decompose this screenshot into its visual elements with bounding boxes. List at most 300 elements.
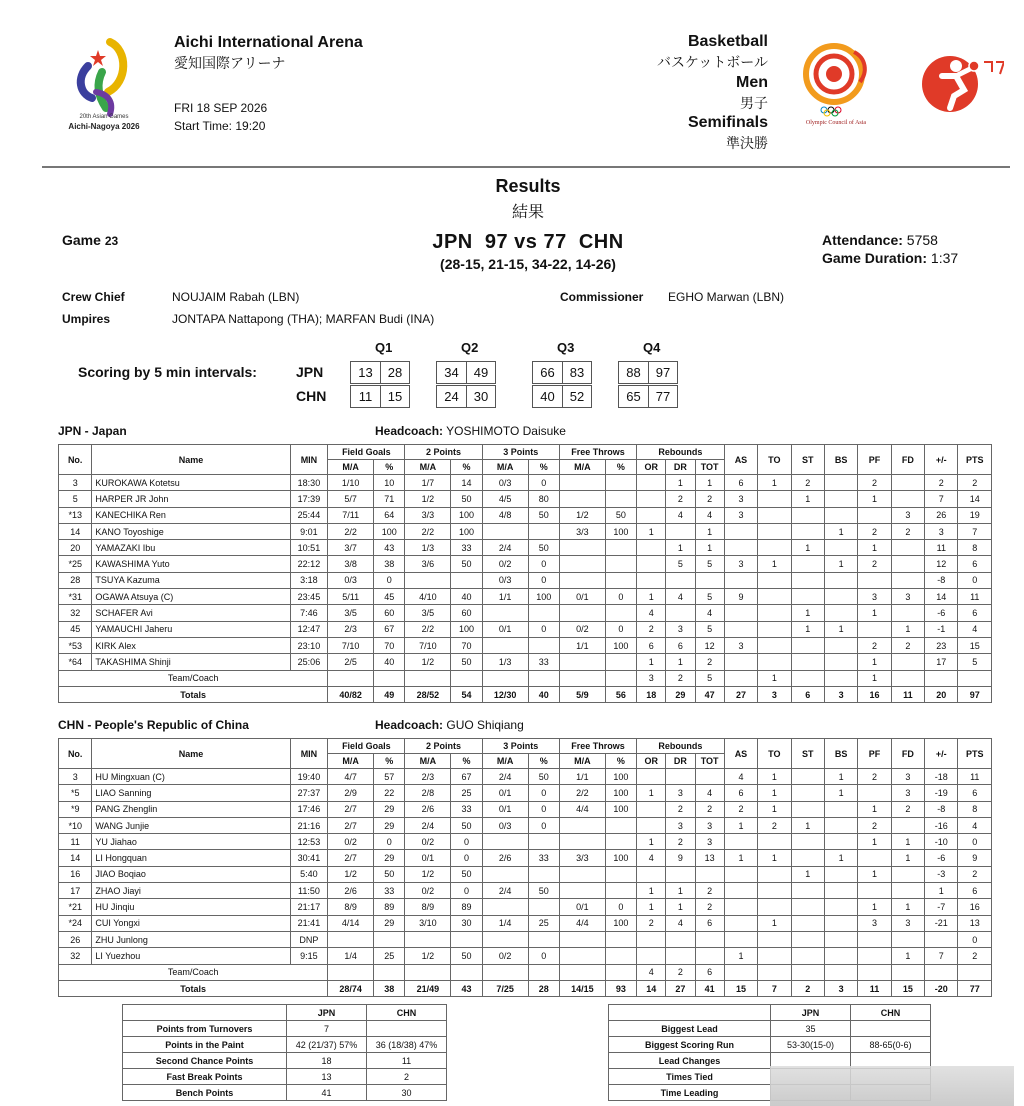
- stat-cell: 1: [695, 475, 724, 491]
- attendance: [822, 232, 938, 248]
- stat-cell: [824, 801, 857, 817]
- player-row: [59, 540, 992, 556]
- stat-cell: [858, 948, 891, 964]
- col-sub-header: M/A: [405, 754, 451, 769]
- stat-cell: 1: [858, 866, 891, 882]
- stat-cell: [637, 769, 666, 785]
- stat-cell: 18:30: [290, 475, 328, 491]
- interval-cell: 15: [380, 386, 409, 407]
- stat-cell: 0/2: [328, 834, 374, 850]
- stat-cell: 100: [605, 769, 636, 785]
- stat-cell: 40/82: [328, 686, 374, 702]
- stat-cell: 26: [59, 931, 92, 947]
- stat-cell: [559, 491, 605, 507]
- stat-header: CHN: [367, 1005, 447, 1021]
- stat-cell: 29: [374, 915, 405, 931]
- stat-cell: [858, 785, 891, 801]
- venue-name-jp: 愛知国際アリーナ: [174, 55, 286, 71]
- stat-cell: 3/5: [328, 605, 374, 621]
- col-pf: PF: [858, 739, 891, 769]
- stat-cell: 28: [59, 572, 92, 588]
- stat-cell: [791, 915, 824, 931]
- duration-label: Game Duration:: [822, 250, 928, 266]
- stat-cell: 2: [695, 801, 724, 817]
- stat-cell: OGAWA Atsuya (C): [92, 589, 290, 605]
- stat-cell: 23:10: [290, 637, 328, 653]
- stat-cell: -20: [925, 980, 958, 996]
- stat-cell: 29: [666, 686, 695, 702]
- stat-cell: [605, 572, 636, 588]
- stat-cell: 3: [891, 769, 924, 785]
- game-number-value: 23: [104, 234, 119, 248]
- stat-cell: 17:39: [290, 491, 328, 507]
- stat-cell: 42 (21/37) 57%: [287, 1037, 367, 1053]
- col-min: MIN: [290, 445, 328, 475]
- sport-name: Basketball: [687, 33, 768, 50]
- stat-cell: 5: [59, 491, 92, 507]
- stat-cell: 1: [858, 605, 891, 621]
- box-score-table-jpn: [58, 444, 992, 703]
- interval-cell: 88: [626, 365, 641, 380]
- stat-cell: 41: [287, 1085, 367, 1101]
- stat-cell: 100: [451, 621, 482, 637]
- stat-cell: 1: [791, 491, 824, 507]
- stat-cell: 0/1: [559, 899, 605, 915]
- interval-cell: 52: [562, 386, 591, 407]
- stat-cell: 0/1: [559, 589, 605, 605]
- stat-cell: 4: [637, 964, 666, 980]
- stat-cell: 7/10: [328, 637, 374, 653]
- stat-cell: 97: [958, 686, 992, 702]
- stat-cell: [791, 964, 824, 980]
- stat-cell: 0/2: [482, 948, 528, 964]
- stat-cell: [637, 931, 666, 947]
- stat-cell: [858, 964, 891, 980]
- team-coach-label: Team/Coach: [59, 964, 328, 980]
- asian-games-logo: [62, 32, 146, 136]
- stat-cell: 3: [891, 589, 924, 605]
- logo-text-1: 20th Asian Games: [79, 114, 129, 120]
- stat-cell: 3: [637, 670, 666, 686]
- stat-cell: 4: [637, 850, 666, 866]
- stat-cell: SCHAFER Avi: [92, 605, 290, 621]
- watermark-overlay: [770, 1066, 1014, 1106]
- stat-cell: 2: [891, 523, 924, 539]
- stat-cell: [724, 670, 757, 686]
- headcoach-name: GUO Shiqiang: [446, 718, 524, 732]
- stat-cell: [891, 491, 924, 507]
- stat-cell: 0: [374, 572, 405, 588]
- stat-cell: 5/7: [328, 491, 374, 507]
- stat-cell: 3: [891, 785, 924, 801]
- stat-cell: 13: [287, 1069, 367, 1085]
- stat-cell: 2: [758, 817, 791, 833]
- stat-cell: 50: [528, 883, 559, 899]
- stat-cell: Fast Break Points: [123, 1069, 287, 1085]
- stat-cell: 7/10: [405, 637, 451, 653]
- stat-cell: 1: [791, 621, 824, 637]
- col-sub-header: M/A: [328, 754, 374, 769]
- stat-cell: 1: [637, 654, 666, 670]
- stat-cell: 1/4: [328, 948, 374, 964]
- stat-cell: 1: [758, 915, 791, 931]
- stat-cell: Biggest Lead: [609, 1021, 771, 1037]
- stat-cell: 12: [925, 556, 958, 572]
- stat-cell: 7: [958, 523, 992, 539]
- stat-cell: 6: [958, 605, 992, 621]
- stat-cell: 7/25: [482, 980, 528, 996]
- stat-cell: [605, 475, 636, 491]
- col-sub-header: M/A: [559, 460, 605, 475]
- stat-cell: 0/1: [405, 850, 451, 866]
- stat-cell: 5: [958, 654, 992, 670]
- stat-cell: 10:51: [290, 540, 328, 556]
- col-pts: PTS: [958, 739, 992, 769]
- interval-cell: 83: [562, 362, 591, 383]
- stat-cell: [528, 964, 559, 980]
- stat-cell: YU Jiahao: [92, 834, 290, 850]
- stat-cell: 0/3: [482, 817, 528, 833]
- stat-cell: TSUYA Kazuma: [92, 572, 290, 588]
- stat-cell: 21:41: [290, 915, 328, 931]
- stat-cell: KANO Toyoshige: [92, 523, 290, 539]
- col-sub-header: DR: [666, 460, 695, 475]
- stat-cell: [791, 589, 824, 605]
- col-sub-header: %: [528, 754, 559, 769]
- stat-cell: [528, 670, 559, 686]
- stat-cell: [724, 572, 757, 588]
- interval-cell: 30: [466, 386, 495, 407]
- stat-cell: [724, 866, 757, 882]
- stat-cell: 2/2: [328, 523, 374, 539]
- stat-cell: 25: [451, 785, 482, 801]
- stat-cell: [328, 931, 374, 947]
- stat-cell: -8: [925, 572, 958, 588]
- stat-cell: 11: [958, 769, 992, 785]
- stat-row: [123, 1037, 447, 1053]
- stat-cell: [451, 572, 482, 588]
- stat-cell: 1/2: [405, 654, 451, 670]
- interval-q3-label: Q3: [557, 340, 575, 355]
- stat-cell: 16: [958, 899, 992, 915]
- stat-cell: 1: [724, 817, 757, 833]
- box-score-table-chn: [58, 738, 992, 997]
- stat-cell: 1: [824, 621, 857, 637]
- stat-cell: [724, 540, 757, 556]
- stat-cell: [791, 883, 824, 899]
- stat-header: JPN: [287, 1005, 367, 1021]
- stat-cell: 70: [374, 637, 405, 653]
- stat-cell: 23: [925, 637, 958, 653]
- stat-cell: [559, 605, 605, 621]
- stat-cell: [637, 507, 666, 523]
- stat-cell: HU Jinqiu: [92, 899, 290, 915]
- stat-cell: 1/1: [559, 637, 605, 653]
- stat-cell: [958, 670, 992, 686]
- stat-cell: [528, 834, 559, 850]
- stat-cell: 2: [925, 475, 958, 491]
- stat-cell: 9:15: [290, 948, 328, 964]
- interval-q1-label: Q1: [375, 340, 393, 355]
- stat-cell: [605, 964, 636, 980]
- stat-cell: [482, 899, 528, 915]
- stat-cell: 60: [374, 605, 405, 621]
- stat-cell: [824, 572, 857, 588]
- commissioner-value: EGHO Marwan (LBN): [668, 290, 785, 304]
- interval-box-chn-q3: [532, 385, 592, 408]
- stat-cell: 6: [958, 556, 992, 572]
- stat-cell: [891, 931, 924, 947]
- stat-cell: 0/1: [482, 785, 528, 801]
- stat-cell: [724, 523, 757, 539]
- stat-cell: 0: [528, 948, 559, 964]
- headcoach-label: Headcoach:: [375, 424, 444, 438]
- interval-cell: 13: [358, 365, 373, 380]
- stat-cell: 54: [451, 686, 482, 702]
- col-free-throws: Free Throws: [559, 445, 636, 460]
- stat-cell: [405, 572, 451, 588]
- stat-cell: 2/2: [405, 523, 451, 539]
- stat-cell: [758, 589, 791, 605]
- stat-cell: [791, 834, 824, 850]
- stat-cell: 50: [374, 866, 405, 882]
- stat-cell: 3: [59, 475, 92, 491]
- stat-cell: 1: [637, 899, 666, 915]
- stat-cell: 1: [858, 491, 891, 507]
- stat-cell: 3: [666, 785, 695, 801]
- stat-cell: [824, 670, 857, 686]
- stat-row: [123, 1021, 447, 1037]
- stat-cell: [824, 540, 857, 556]
- stat-cell: 29: [374, 801, 405, 817]
- stat-cell: [724, 899, 757, 915]
- stat-cell: KUROKAWA Kotetsu: [92, 475, 290, 491]
- col-sub-header: DR: [666, 754, 695, 769]
- intervals-label: Scoring by 5 min intervals:: [78, 364, 257, 380]
- col-sub-header: %: [528, 460, 559, 475]
- stat-cell: 1: [666, 899, 695, 915]
- stat-cell: 1/4: [482, 915, 528, 931]
- stat-cell: 1: [824, 523, 857, 539]
- stat-cell: [858, 850, 891, 866]
- col-sub-header: %: [451, 754, 482, 769]
- stat-cell: 43: [451, 980, 482, 996]
- stat-cell: [925, 931, 958, 947]
- stat-cell: 7: [287, 1021, 367, 1037]
- stat-cell: 0: [958, 931, 992, 947]
- stat-cell: [451, 670, 482, 686]
- stat-cell: 7: [925, 948, 958, 964]
- interval-q4-label: Q4: [643, 340, 661, 355]
- attendance-label: Attendance:: [822, 232, 903, 248]
- stat-cell: [758, 507, 791, 523]
- stat-cell: 100: [451, 523, 482, 539]
- col-sub-header: %: [374, 460, 405, 475]
- stat-cell: -1: [925, 621, 958, 637]
- stat-cell: [791, 572, 824, 588]
- stat-cell: 2/2: [405, 621, 451, 637]
- stat-cell: 26: [925, 507, 958, 523]
- stat-cell: 20: [925, 686, 958, 702]
- stat-cell: 50: [528, 540, 559, 556]
- stat-cell: [824, 948, 857, 964]
- stat-cell: 25:06: [290, 654, 328, 670]
- stat-cell: [559, 572, 605, 588]
- player-row: [59, 948, 992, 964]
- player-row: [59, 572, 992, 588]
- stat-cell: [528, 899, 559, 915]
- stat-cell: [559, 556, 605, 572]
- stat-cell: 50: [528, 507, 559, 523]
- stat-cell: 2/6: [482, 850, 528, 866]
- stat-cell: 2: [695, 883, 724, 899]
- stat-cell: 1/3: [405, 540, 451, 556]
- col-bs: BS: [824, 445, 857, 475]
- stat-cell: 0/3: [482, 572, 528, 588]
- col-name: Name: [92, 739, 290, 769]
- stat-cell: 33: [528, 850, 559, 866]
- stat-cell: [824, 817, 857, 833]
- stat-cell: 14: [59, 523, 92, 539]
- stat-cell: 4: [695, 605, 724, 621]
- stat-cell: [724, 964, 757, 980]
- stat-cell: [695, 931, 724, 947]
- stat-cell: 3: [925, 523, 958, 539]
- stat-cell: 14: [637, 980, 666, 996]
- stat-cell: Biggest Scoring Run: [609, 1037, 771, 1053]
- stat-cell: LIAO Sanning: [92, 785, 290, 801]
- col-name: Name: [92, 445, 290, 475]
- stat-cell: 3/3: [559, 523, 605, 539]
- stat-cell: PANG Zhenglin: [92, 801, 290, 817]
- stat-cell: 40: [451, 589, 482, 605]
- stat-cell: 14: [59, 850, 92, 866]
- stat-cell: [891, 883, 924, 899]
- stat-cell: 17: [925, 654, 958, 670]
- stat-cell: 5/11: [328, 589, 374, 605]
- stat-cell: 2/7: [328, 817, 374, 833]
- col-sub-header: M/A: [482, 460, 528, 475]
- stat-cell: 6: [666, 637, 695, 653]
- stat-cell: 88-65(0-6): [851, 1037, 931, 1053]
- stat-cell: 3: [724, 491, 757, 507]
- stat-cell: 4/10: [405, 589, 451, 605]
- attendance-value: 5758: [906, 232, 938, 248]
- col-to: TO: [758, 739, 791, 769]
- stat-cell: 0: [958, 834, 992, 850]
- stat-cell: 4: [958, 621, 992, 637]
- stat-cell: 80: [528, 491, 559, 507]
- gender-label-jp: 男子: [740, 95, 768, 111]
- col-sub-header: M/A: [482, 754, 528, 769]
- stat-cell: KIRK Alex: [92, 637, 290, 653]
- stat-cell: 0/2: [482, 556, 528, 572]
- stat-cell: 100: [605, 523, 636, 539]
- stat-cell: 8: [958, 540, 992, 556]
- stat-header: JPN: [771, 1005, 851, 1021]
- col-sub-header: M/A: [559, 754, 605, 769]
- stat-cell: 2: [367, 1069, 447, 1085]
- stat-cell: [482, 523, 528, 539]
- col-sub-header: %: [605, 460, 636, 475]
- totals-row: [59, 980, 992, 996]
- stat-cell: 50: [451, 817, 482, 833]
- stat-cell: 1: [758, 769, 791, 785]
- stat-cell: [695, 948, 724, 964]
- col-rebounds: Rebounds: [637, 445, 725, 460]
- player-row: [59, 850, 992, 866]
- stat-cell: [724, 654, 757, 670]
- stat-cell: 5: [695, 670, 724, 686]
- stat-cell: [791, 670, 824, 686]
- stat-cell: 100: [605, 850, 636, 866]
- player-row: [59, 556, 992, 572]
- stat-cell: 1: [824, 785, 857, 801]
- stat-cell: [758, 931, 791, 947]
- stat-cell: 33: [374, 883, 405, 899]
- commissioner-label: Commissioner: [560, 290, 644, 304]
- interval-cell: 24: [444, 389, 459, 404]
- stat-cell: 1: [858, 899, 891, 915]
- stat-cell: 2: [695, 491, 724, 507]
- stat-cell: 2: [637, 621, 666, 637]
- stat-cell: 0: [528, 801, 559, 817]
- interval-box-chn-q1: [350, 385, 410, 408]
- col-pm: +/-: [925, 739, 958, 769]
- stat-cell: 6: [724, 785, 757, 801]
- stat-cell: [605, 948, 636, 964]
- stat-cell: 2/4: [482, 769, 528, 785]
- stat-cell: [637, 540, 666, 556]
- interval-cell: 77: [648, 386, 677, 407]
- col-bs: BS: [824, 739, 857, 769]
- stat-cell: 1/1: [559, 769, 605, 785]
- quarter-scores: (28-15, 21-15, 34-22, 14-26): [440, 256, 616, 272]
- stat-cell: 4: [666, 589, 695, 605]
- stat-cell: 14/15: [559, 980, 605, 996]
- stat-cell: [637, 491, 666, 507]
- stat-cell: 1: [925, 883, 958, 899]
- stat-cell: [528, 523, 559, 539]
- stat-cell: 1/7: [405, 475, 451, 491]
- stat-cell: 45: [374, 589, 405, 605]
- stat-cell: [367, 1021, 447, 1037]
- stat-cell: -3: [925, 866, 958, 882]
- stat-cell: 1: [666, 654, 695, 670]
- stat-cell: [724, 834, 757, 850]
- stat-cell: [605, 883, 636, 899]
- stat-cell: [605, 491, 636, 507]
- stat-cell: 1: [891, 621, 924, 637]
- stat-cell: -18: [925, 769, 958, 785]
- stat-cell: [791, 948, 824, 964]
- team-coach-row: [59, 670, 992, 686]
- stat-cell: *53: [59, 637, 92, 653]
- stat-cell: 50: [528, 769, 559, 785]
- stat-cell: [374, 964, 405, 980]
- stat-cell: 16: [858, 686, 891, 702]
- player-row: [59, 589, 992, 605]
- stat-cell: 0/3: [482, 475, 528, 491]
- stat-cell: 100: [374, 523, 405, 539]
- stat-cell: 0: [528, 556, 559, 572]
- stat-cell: [666, 931, 695, 947]
- stat-row: [123, 1069, 447, 1085]
- stat-cell: Points in the Paint: [123, 1037, 287, 1053]
- stat-cell: 1: [891, 834, 924, 850]
- stat-cell: 100: [451, 507, 482, 523]
- stat-cell: 27: [724, 686, 757, 702]
